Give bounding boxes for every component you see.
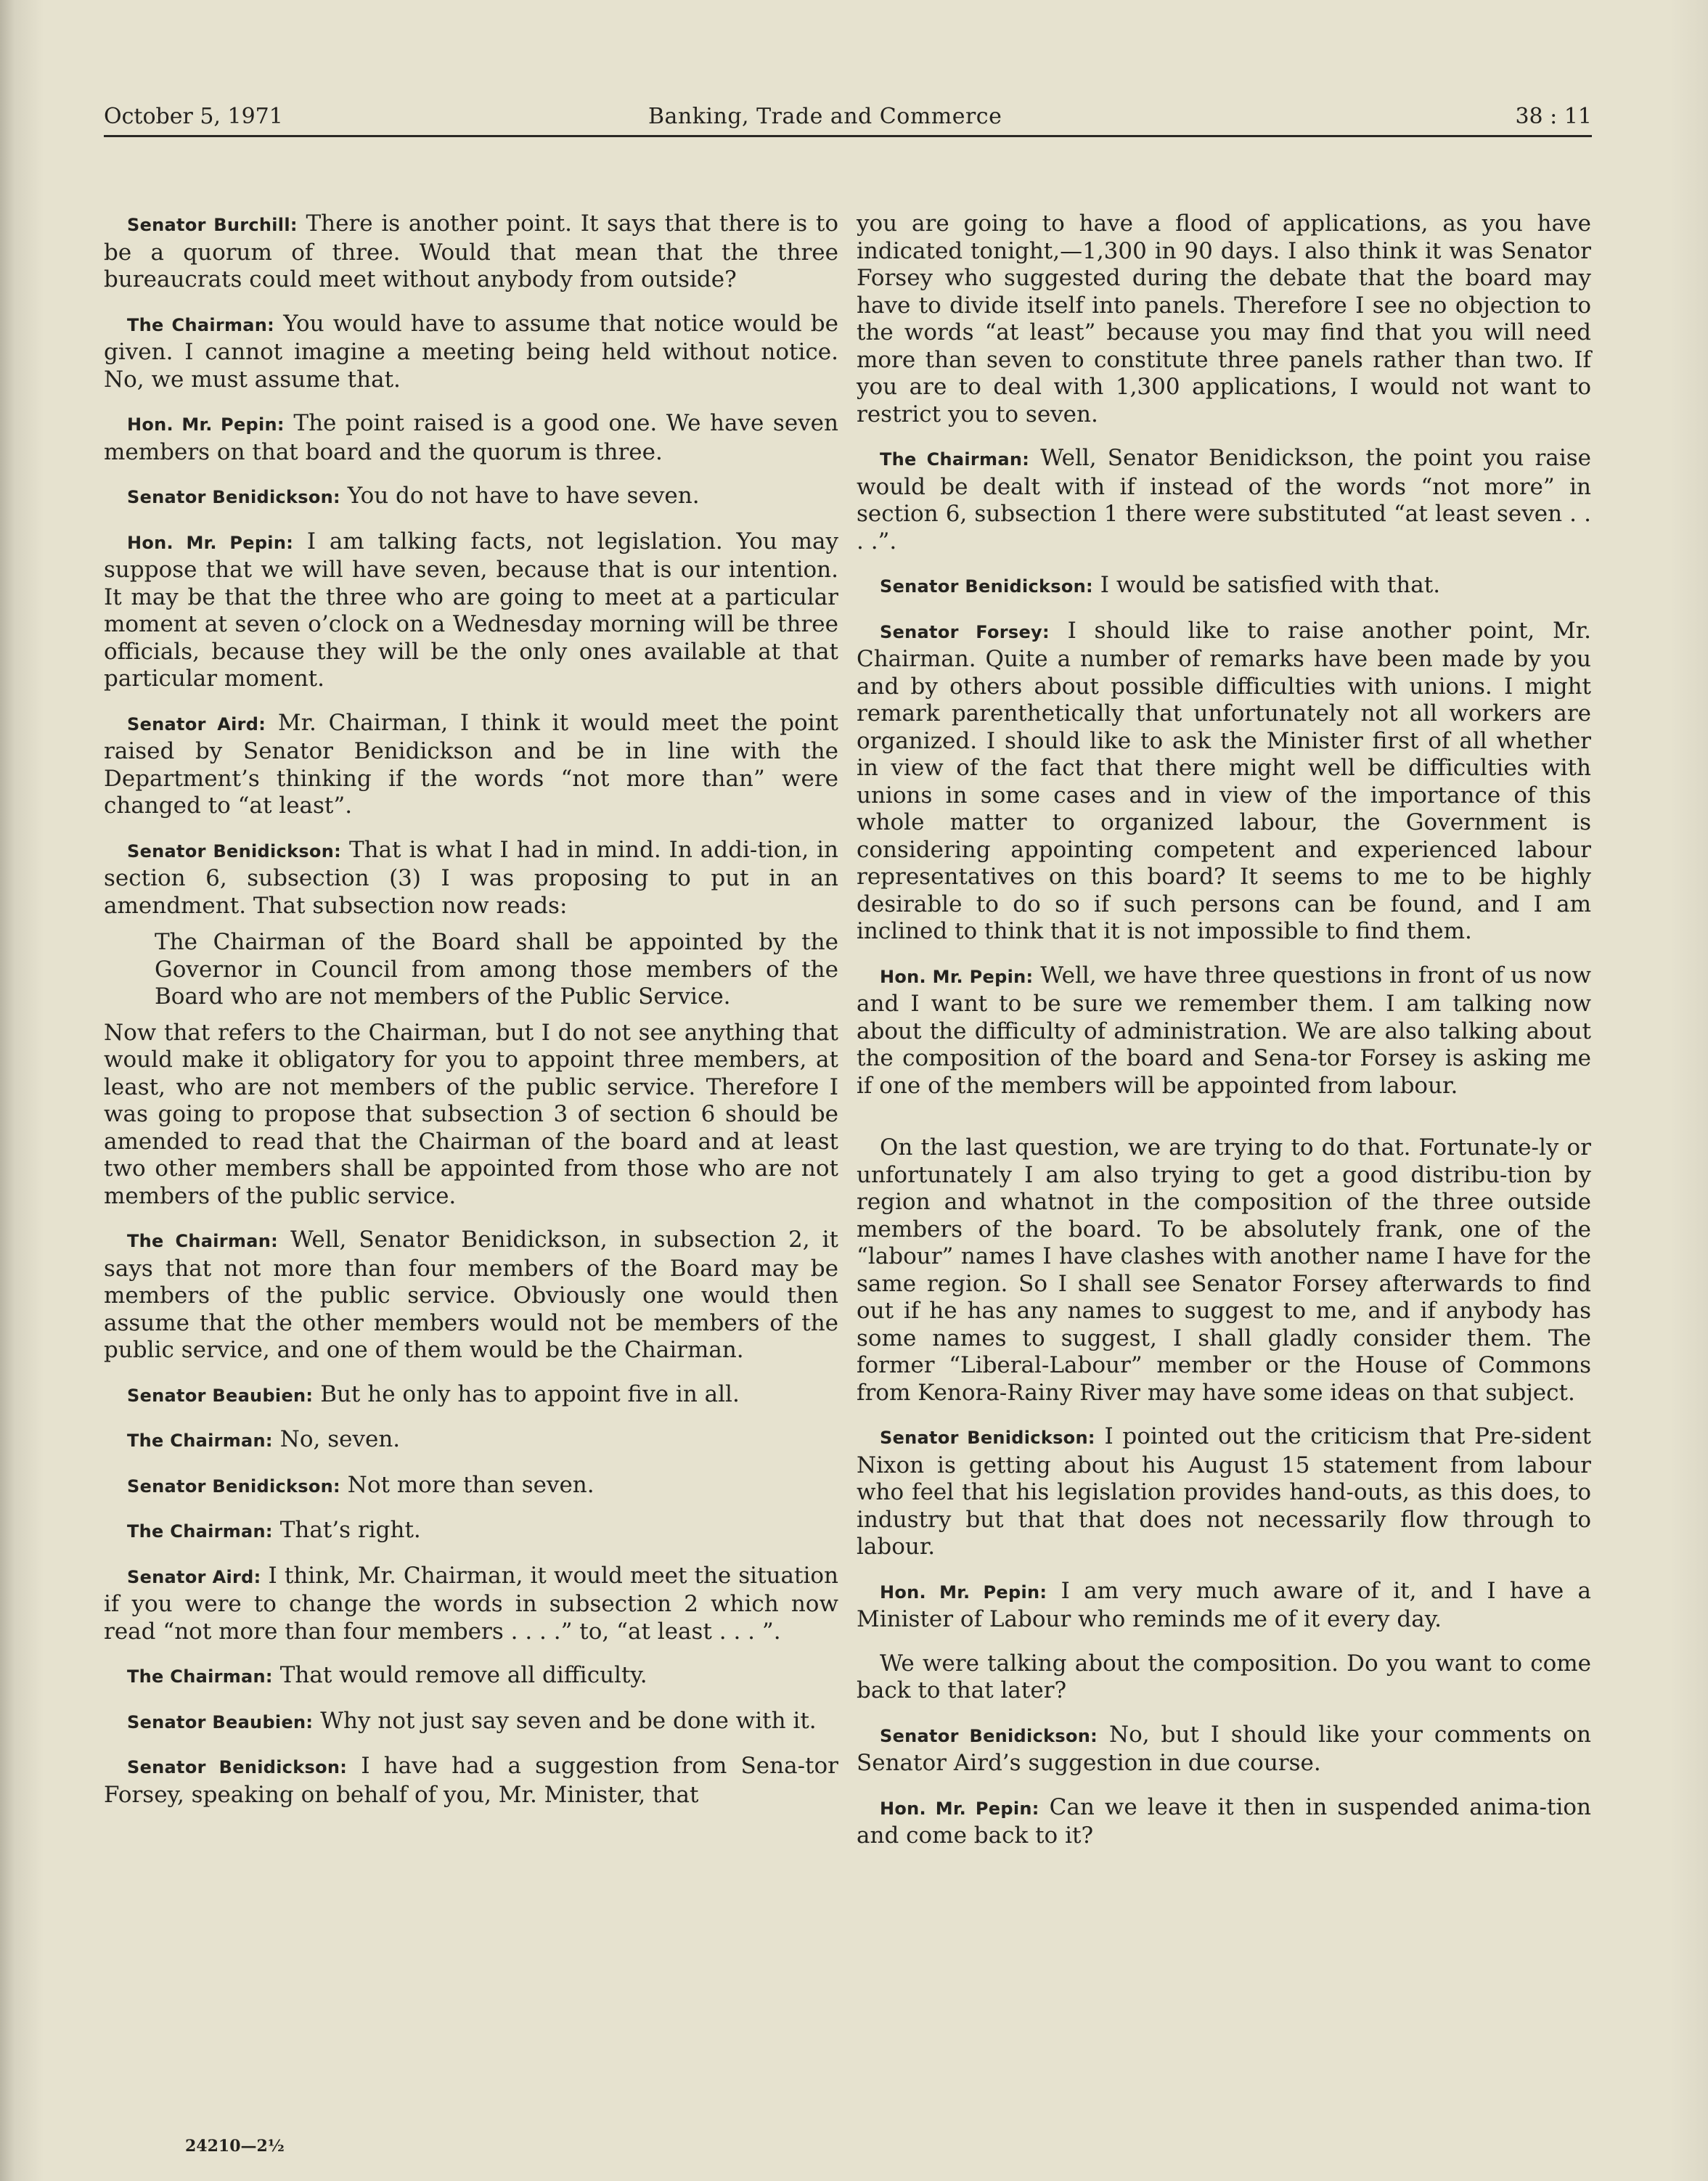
speaker-label: The Chairman: bbox=[880, 449, 1030, 470]
paragraph bbox=[857, 1423, 1591, 1561]
speaker-label: Hon. Mr. Pepin: bbox=[880, 1581, 1047, 1603]
speaker-label: Senator Aird: bbox=[127, 1566, 261, 1587]
speaker-label: Hon. Mr. Pepin: bbox=[880, 1798, 1039, 1819]
paragraph-text: I am very much aware of it, and I have a Minister of Labour who reminds me of it every day. bbox=[857, 1577, 1591, 1632]
paragraph-text: Well, Senator Benidickson, the point you raise would be dealt with if instead of the words “not more” in section 6, subsection 1 there were substituted “at least seven . . . .”. bbox=[857, 445, 1591, 555]
paragraph bbox=[857, 1794, 1591, 1850]
speaker-label: Senator Aird: bbox=[127, 713, 266, 734]
paragraph bbox=[104, 311, 838, 394]
paragraph-text: I would be satisfied with that. bbox=[1100, 572, 1441, 598]
speaker-label: The Chairman: bbox=[127, 314, 275, 335]
paragraph bbox=[104, 710, 838, 820]
paragraph-text: That is what I had in mind. In addi-tion, in section 6, subsection (3) I was proposing to put in an amendment. That subsection now reads: bbox=[104, 836, 838, 919]
paragraph bbox=[104, 210, 838, 294]
speaker-label: Senator Benidickson: bbox=[880, 1428, 1095, 1448]
paragraph bbox=[104, 1381, 838, 1410]
speaker-label: Senator Benidickson: bbox=[127, 1757, 348, 1777]
speaker-label: Senator Forsey: bbox=[880, 621, 1050, 642]
block-quote: The Chairman of the Board shall be appointed by the Governor in Council from among those members of the Board who are not members of the Public Service. bbox=[155, 929, 838, 1010]
paragraph-text: I should like to raise another point, Mr. Chairman. Quite a number of remarks have been made by you and by others about possible difficulties with unions. I might remark parenthetically that unfortunately not all workers are organized. I should like to ask the Minister first of all whether in view of the fact that there might well be difficulties with unions in some cases and in view of the importance of this whole matter to organized labour, the Government is considering appointing competent and experienced labour representatives on this board? It seems to me to be highly desirable to do so if such persons can be found, and I am inclined to think that it is not impossible to find them. bbox=[857, 617, 1591, 944]
speaker-label: Senator Benidickson: bbox=[127, 1476, 340, 1497]
speaker-label: Hon. Mr. Pepin: bbox=[127, 532, 294, 553]
page-header bbox=[104, 91, 1592, 137]
paragraph-text: Well, we have three questions in front of us now and I want to be sure we remember them. I am talking now about the difficulty of administration. We are also talking about the composition of the board and Sena-tor Forsey is asking me if one of the members will be appointed from labour. bbox=[857, 962, 1592, 1099]
paragraph bbox=[104, 1563, 838, 1646]
paragraph bbox=[104, 1472, 838, 1501]
paragraph-text: That would remove all difficulty. bbox=[279, 1662, 647, 1688]
paragraph bbox=[104, 410, 838, 466]
left-column bbox=[104, 210, 838, 1825]
paragraph-text: Not more than seven. bbox=[347, 1471, 594, 1498]
paragraph-text: Mr. Chairman, I think it would meet the point raised by Senator Benidickson and be in line with the Department’s thinking if the words “not more than” were changed to “at least”. bbox=[104, 709, 838, 819]
paragraph-text: No, but I should like your comments on Senator Aird’s suggestion in due course. bbox=[857, 1721, 1591, 1776]
paragraph bbox=[104, 1227, 838, 1364]
speaker-label: The Chairman: bbox=[127, 1431, 273, 1451]
paragraph-text: You would have to assume that notice would be given. I cannot imagine a meeting being held without notice. No, we must assume that. bbox=[104, 310, 838, 393]
paragraph-text: Can we leave it then in suspended anima-tion and come back to it? bbox=[857, 1793, 1591, 1849]
speaker-label: Senator Benidickson: bbox=[880, 576, 1093, 597]
paragraph bbox=[857, 1578, 1591, 1634]
paragraph-text: I pointed out the criticism that Pre-sident Nixon is getting about his August 15 statement from labour who feel that his legislation provides hand-outs, as this does, to industry but that that does not necessarily flow through to labour. bbox=[857, 1423, 1592, 1560]
paragraph-text: No, seven. bbox=[279, 1426, 401, 1452]
paragraph bbox=[104, 483, 838, 512]
paragraph-text: I think, Mr. Chairman, it would meet the situation if you were to change the words in subsection 2 which now read “not more than four members . . . .” to, “at least . . . ”. bbox=[104, 1562, 838, 1645]
paragraph bbox=[104, 1517, 838, 1546]
paragraph bbox=[104, 1753, 838, 1809]
paragraph-text: I have had a suggestion from Sena-tor Forsey, speaking on behalf of you, Mr. Minister, that bbox=[104, 1753, 838, 1808]
paragraph-text: There is another point. It says that there is to be a quorum of three. Would that mean that the three bureaucrats could meet without anybody from outside? bbox=[104, 210, 838, 292]
header-date: October 5, 1971 bbox=[104, 104, 283, 129]
paragraph bbox=[857, 618, 1591, 946]
paragraph-text: But he only has to appoint five in all. bbox=[320, 1380, 740, 1407]
paragraph-text: The point raised is a good one. We have seven members on that board and the quorum is three. bbox=[104, 410, 838, 465]
paragraph-text: Well, Senator Benidickson, in subsection 2, it says that not more than four members of the Board may be members of the public service. Obviously one would then assume that the other members would not be members of the public service, and one of them would be the Chairman. bbox=[104, 1227, 838, 1363]
speaker-label: The Chairman: bbox=[127, 1231, 279, 1251]
header-title: Banking, Trade and Commerce bbox=[648, 104, 1002, 129]
paragraph-text: That’s right. bbox=[279, 1517, 421, 1543]
header-page-number: 38 : 11 bbox=[1515, 104, 1592, 129]
paragraph-text: I am talking facts, not legislation. You may suppose that we will have seven, because that is our intention. It may be that the three who are going to meet at a particular moment at seven o’clock on a Wednesday morning will be three officials, because they will be the only ones available at that particular moment. bbox=[104, 528, 839, 692]
paragraph bbox=[104, 1426, 838, 1455]
paragraph-continuation: you are going to have a flood of applications, as you have indicated tonight,—1,300 in 90 days. I also think it was Senator Forsey who suggested during the debate that the board may have to divide itself into panels. Therefore I see no objection to the words “at least” because you may find that you will need more than seven to constitute three panels rather than two. If you are to deal with 1,300 applications, I would not want to restrict you to seven. bbox=[857, 210, 1591, 427]
speaker-label: The Chairman: bbox=[127, 1521, 273, 1542]
footer-code: 24210—2½ bbox=[185, 2137, 285, 2156]
paragraph bbox=[104, 1708, 838, 1737]
paragraph bbox=[104, 837, 838, 920]
paragraph: On the last question, we are trying to do that. Fortunate-ly or unfortunately I am also trying to get a good distribu-tion by region and whatnot in the composition of the three outside members of the board. To be absolutely frank, one of the “labour” names I have clashes with another name I have for the same region. So I shall see Senator Forsey afterwards to find out if he has any names to suggest to me, and if anybody has some names to suggest, I shall gladly consider them. The former “Liberal-Labour” member or the House of Commons from Kenora-Rainy River may have some ideas on that subject. bbox=[857, 1134, 1591, 1406]
paragraph-text: You do not have to have seven. bbox=[347, 483, 700, 509]
paragraph bbox=[857, 1722, 1591, 1777]
paragraph-continuation: Now that refers to the Chairman, but I do not see anything that would make it obligatory for you to appoint three members, at least, who are not members of the public service. Therefore I was going to propose that subsection 3 of section 6 should be amended to read that the Chairman of the board and at least two other members shall be appointed from those who are not members of the public service. bbox=[104, 1019, 838, 1209]
paragraph bbox=[104, 528, 838, 693]
speaker-label: Senator Beaubien: bbox=[127, 1385, 314, 1406]
speaker-label: The Chairman: bbox=[127, 1666, 273, 1687]
paragraph bbox=[857, 445, 1591, 555]
speaker-label: Senator Benidickson: bbox=[127, 840, 341, 862]
paragraph: We were talking about the composition. Do you want to come back to that later? bbox=[857, 1650, 1591, 1703]
paragraph bbox=[104, 1662, 838, 1691]
speaker-label: Hon. Mr. Pepin: bbox=[880, 966, 1034, 987]
speaker-label: Senator Beaubien: bbox=[127, 1711, 314, 1732]
speaker-label: Senator Burchill: bbox=[127, 215, 298, 235]
paragraph bbox=[857, 572, 1591, 601]
speaker-label: Senator Benidickson: bbox=[880, 1725, 1098, 1746]
paragraph-text: Why not just say seven and be done with it. bbox=[320, 1707, 817, 1734]
speaker-label: Hon. Mr. Pepin: bbox=[127, 414, 285, 435]
paragraph bbox=[857, 962, 1591, 1100]
right-column bbox=[857, 210, 1591, 1867]
speaker-label: Senator Benidickson: bbox=[127, 487, 340, 507]
